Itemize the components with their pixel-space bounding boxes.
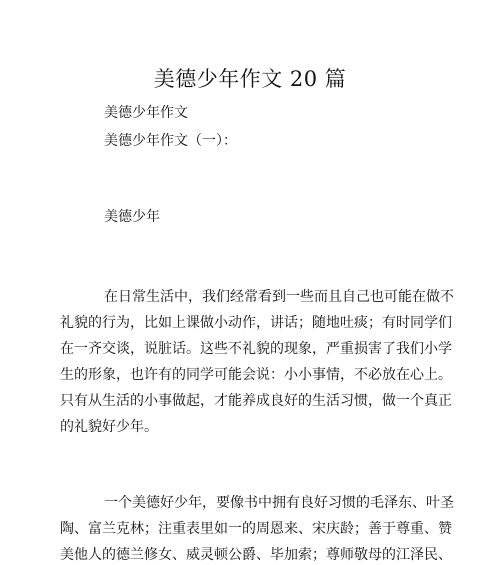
paragraph-line: 生的形象，也许有的同学可能会说：小小事情，不必放在心上。 — [60, 367, 452, 383]
section-title: 美德少年作文（一）： — [104, 133, 237, 149]
paragraph-line: 只有从生活的小事做起，才能养成良好的生活习惯，做一个真正 — [60, 393, 452, 409]
paragraph-line: 陶、富兰克林；注重表里如一的周恩来、宋庆龄；善于尊重、赞 — [60, 521, 452, 537]
paragraph-line: 美他人的德兰修女、威灵顿公爵、毕加索；尊师敬母的江泽民、 — [60, 547, 452, 563]
paragraph-line: 的礼貌好少年。 — [60, 419, 158, 435]
paragraph-line: 礼貌的行为，比如上课做小动作，讲话；随地吐痰；有时同学们 — [60, 315, 452, 331]
essay-heading: 美德少年 — [104, 209, 160, 225]
paragraph-line: 一个美德好少年，要像书中拥有良好习惯的毛泽东、叶圣 — [104, 495, 454, 511]
paragraph-line: 在日常生活中，我们经常看到一些而且自己也可能在做不 — [104, 289, 454, 305]
document-subtitle: 美德少年作文 — [104, 105, 188, 121]
paragraph-line: 在一齐交谈，说脏话。这些不礼貌的现象，严重损害了我们小学 — [60, 341, 452, 357]
document-title: 美德少年作文 20 篇 — [153, 67, 347, 91]
